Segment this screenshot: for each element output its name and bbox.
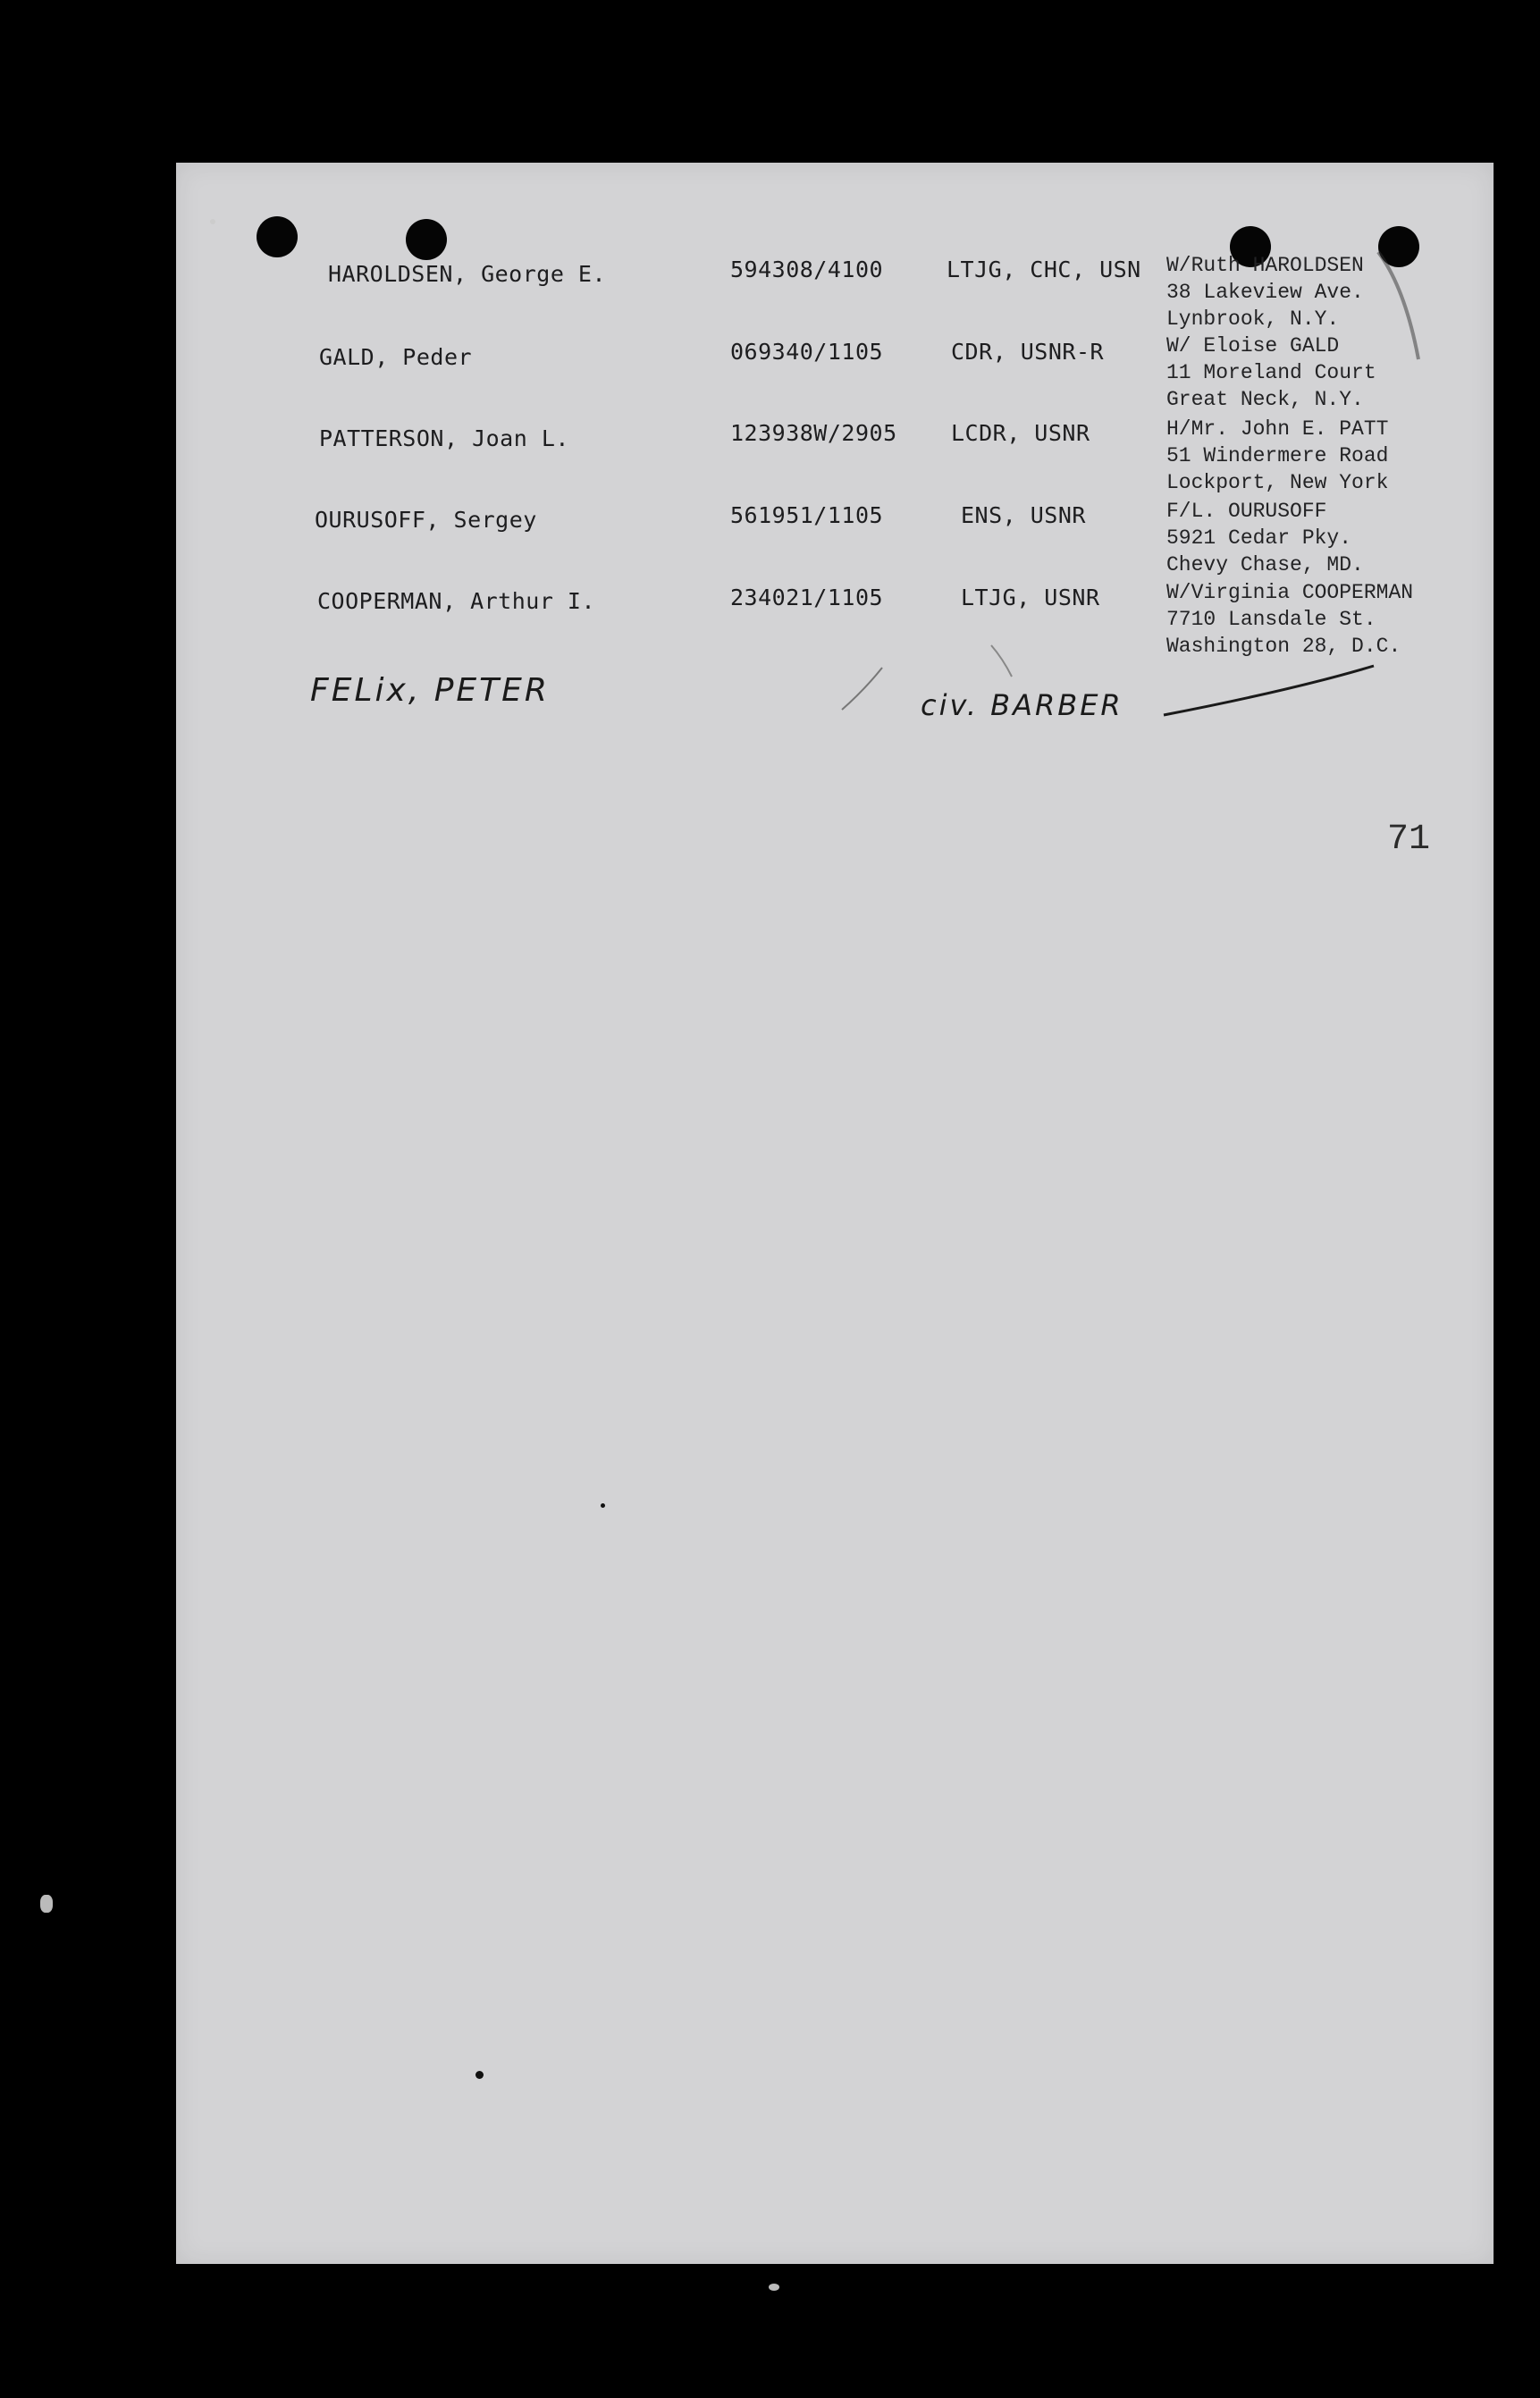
address-line: Chevy Chase, MD. (1166, 553, 1364, 576)
address-line: 5921 Cedar Pky. (1166, 526, 1352, 550)
entry-service-number: 561951/1105 (730, 502, 884, 528)
entry-rank: LTJG, USNR (961, 585, 1100, 610)
entry-address (1166, 498, 1364, 578)
speck (475, 2071, 484, 2079)
address-line: 38 Lakeview Ave. (1166, 281, 1364, 304)
address-line: Lockport, New York (1166, 471, 1389, 494)
entry-address (1166, 579, 1413, 660)
entry-rank: CDR, USNR-R (951, 339, 1105, 365)
speck (601, 1503, 605, 1508)
entry-service-number: 123938W/2905 (730, 420, 897, 446)
entry-address (1166, 332, 1376, 413)
address-line: 11 Moreland Court (1166, 361, 1376, 384)
entry-name: OURUSOFF, Sergey (315, 507, 537, 533)
punch-hole-2 (406, 219, 447, 260)
handwritten-name: FELix, PETER (310, 672, 550, 709)
address-line: 51 Windermere Road (1166, 444, 1389, 467)
speck (40, 1895, 53, 1913)
entry-name: COOPERMAN, Arthur I. (317, 588, 596, 614)
entry-rank: LCDR, USNR (951, 420, 1090, 446)
punch-hole-1 (257, 216, 298, 257)
entry-name: GALD, Peder (319, 344, 473, 370)
address-line: Lynbrook, N.Y. (1166, 307, 1340, 331)
document-page (176, 163, 1494, 2264)
speck (769, 2284, 779, 2291)
entry-rank: ENS, USNR (961, 502, 1086, 528)
entry-name: PATTERSON, Joan L. (319, 425, 569, 451)
entry-address (1166, 416, 1388, 496)
address-line: 7710 Lansdale St. (1166, 608, 1376, 631)
entry-service-number: 234021/1105 (730, 585, 884, 610)
entry-address (1166, 252, 1364, 332)
address-line: W/ Eloise GALD (1166, 334, 1340, 358)
page-number: 71 (1387, 820, 1431, 860)
handwritten-note: civ. BARBER (921, 688, 1123, 722)
address-line: H/Mr. John E. PATT (1166, 417, 1389, 441)
entry-name: HAROLDSEN, George E. (328, 261, 607, 287)
address-line: Great Neck, N.Y. (1166, 388, 1364, 411)
entry-service-number: 069340/1105 (730, 339, 884, 365)
address-line: W/Virginia COOPERMAN (1166, 581, 1414, 604)
entry-service-number: 594308/4100 (730, 257, 884, 282)
punch-hole-4 (1378, 226, 1419, 267)
address-line: W/Ruth HAROLDSEN (1166, 254, 1364, 277)
address-line: Washington 28, D.C. (1166, 635, 1401, 658)
address-line: F/L. OURUSOFF (1166, 500, 1327, 523)
entry-rank: LTJG, CHC, USN (947, 257, 1141, 282)
speck (210, 219, 215, 224)
